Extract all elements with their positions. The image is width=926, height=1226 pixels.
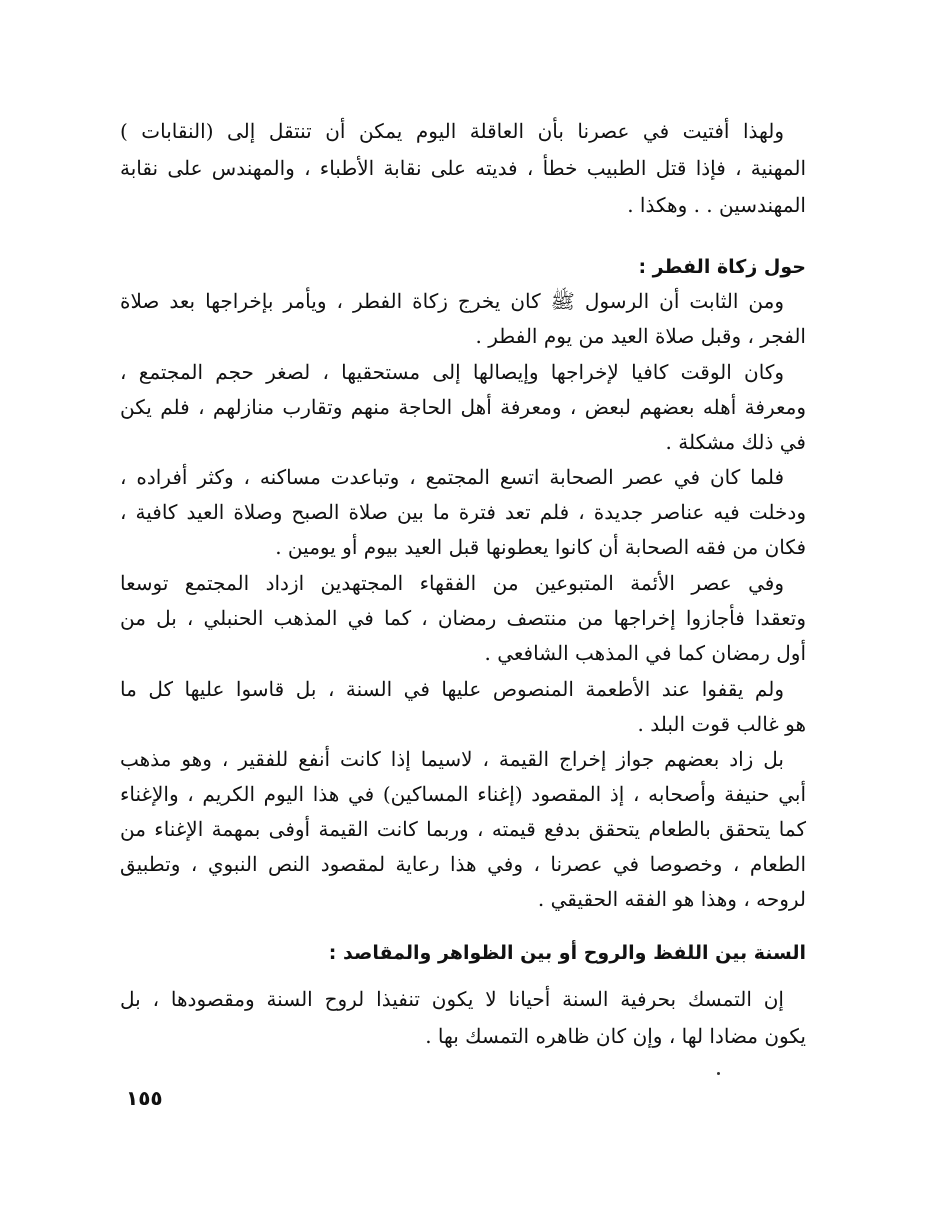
paragraph-2-line-1: ومن الثابت أن الرسول ﷺ كان يخرج زكاة الفطر ، ويأمر بإخراجها بعد صلاة xyxy=(120,289,784,313)
paragraph-7-line-2: أبي حنيفة وأصحابه ، إذ المقصود (إغناء المساكين) في هذا اليوم الكريم ، والإغناء xyxy=(120,782,806,806)
scan-speck xyxy=(717,1072,720,1075)
paragraph-8-line-1: إن التمسك بحرفية السنة أحيانا لا يكون تنفيذا لروح السنة ومقصودها ، بل xyxy=(120,987,784,1011)
paragraph-3-line-1: وكان الوقت كافيا لإخراجها وإيصالها إلى مستحقيها ، لصغر حجم المجتمع ، xyxy=(120,360,784,384)
section-heading-sunnah-letter-spirit: السنة بين اللفظ والروح أو بين الظواهر والمقاصد : xyxy=(328,942,806,964)
paragraph-7-line-3: كما يتحقق بالطعام يتحقق بدفع قيمته ، وربما كانت القيمة أوفى بمهمة الإغناء من xyxy=(120,817,806,841)
paragraph-5-line-3: أول رمضان كما في المذهب الشافعي . xyxy=(484,641,806,665)
section-heading-zakat-al-fitr: حول زكاة الفطر : xyxy=(638,256,806,278)
paragraph-5-line-2: وتعقدا فأجازوا إخراجها من منتصف رمضان ، كما في المذهب الحنبلي ، بل من xyxy=(120,606,806,630)
paragraph-1-line-2: المهنية ، فإذا قتل الطبيب خطأ ، فديته على نقابة الأطباء ، والمهندس على نقابة xyxy=(120,156,806,180)
paragraph-6-line-1: ولم يقفوا عند الأطعمة المنصوص عليها في السنة ، بل قاسوا عليها كل ما xyxy=(120,677,784,701)
paragraph-3-line-3: في ذلك مشكلة . xyxy=(665,430,806,454)
paragraph-3-line-2: ومعرفة أهله بعضهم لبعض ، ومعرفة أهل الحاجة منهم وتقارب منازلهم ، فلم يكن xyxy=(120,395,807,419)
paragraph-2-line-2: الفجر ، وقبل صلاة العيد من يوم الفطر . xyxy=(475,324,806,348)
paragraph-4-line-1: فلما كان في عصر الصحابة اتسع المجتمع ، وتباعدت مساكنه ، وكثر أفراده ، xyxy=(120,465,784,489)
paragraph-5-line-1: وفي عصر الأئمة المتبوعين من الفقهاء المجتهدين ازداد المجتمع توسعا xyxy=(120,571,784,595)
paragraph-1-line-3: المهندسين . . وهكذا . xyxy=(627,193,806,217)
paragraph-7-line-4: الطعام ، وخصوصا في عصرنا ، وفي هذا رعاية لمقصود النص النبوي ، وتطبيق xyxy=(120,852,807,876)
page-number: ١٥٥ xyxy=(126,1086,163,1110)
paragraph-4-line-3: فكان من فقه الصحابة أن كانوا يعطونها قبل العيد بيوم أو يومين . xyxy=(275,535,806,559)
paragraph-4-line-2: ودخلت فيه عناصر جديدة ، فلم تعد فترة ما بين صلاة الصبح وصلاة العيد كافية ، xyxy=(120,500,806,524)
paragraph-7-line-1: بل زاد بعضهم جواز إخراج القيمة ، لاسيما إذا كانت أنفع للفقير ، وهو مذهب xyxy=(120,747,784,771)
paragraph-1-line-1: ولهذا أفتيت في عصرنا بأن العاقلة اليوم يمكن أن تنتقل إلى (النقابات ) xyxy=(120,119,784,143)
paragraph-6-line-2: هو غالب قوت البلد . xyxy=(637,712,806,736)
paragraph-7-line-5: لروحه ، وهذا هو الفقه الحقيقي . xyxy=(537,887,806,911)
paragraph-8-line-2: يكون مضادا لها ، وإن كان ظاهره التمسك بها . xyxy=(425,1024,806,1048)
